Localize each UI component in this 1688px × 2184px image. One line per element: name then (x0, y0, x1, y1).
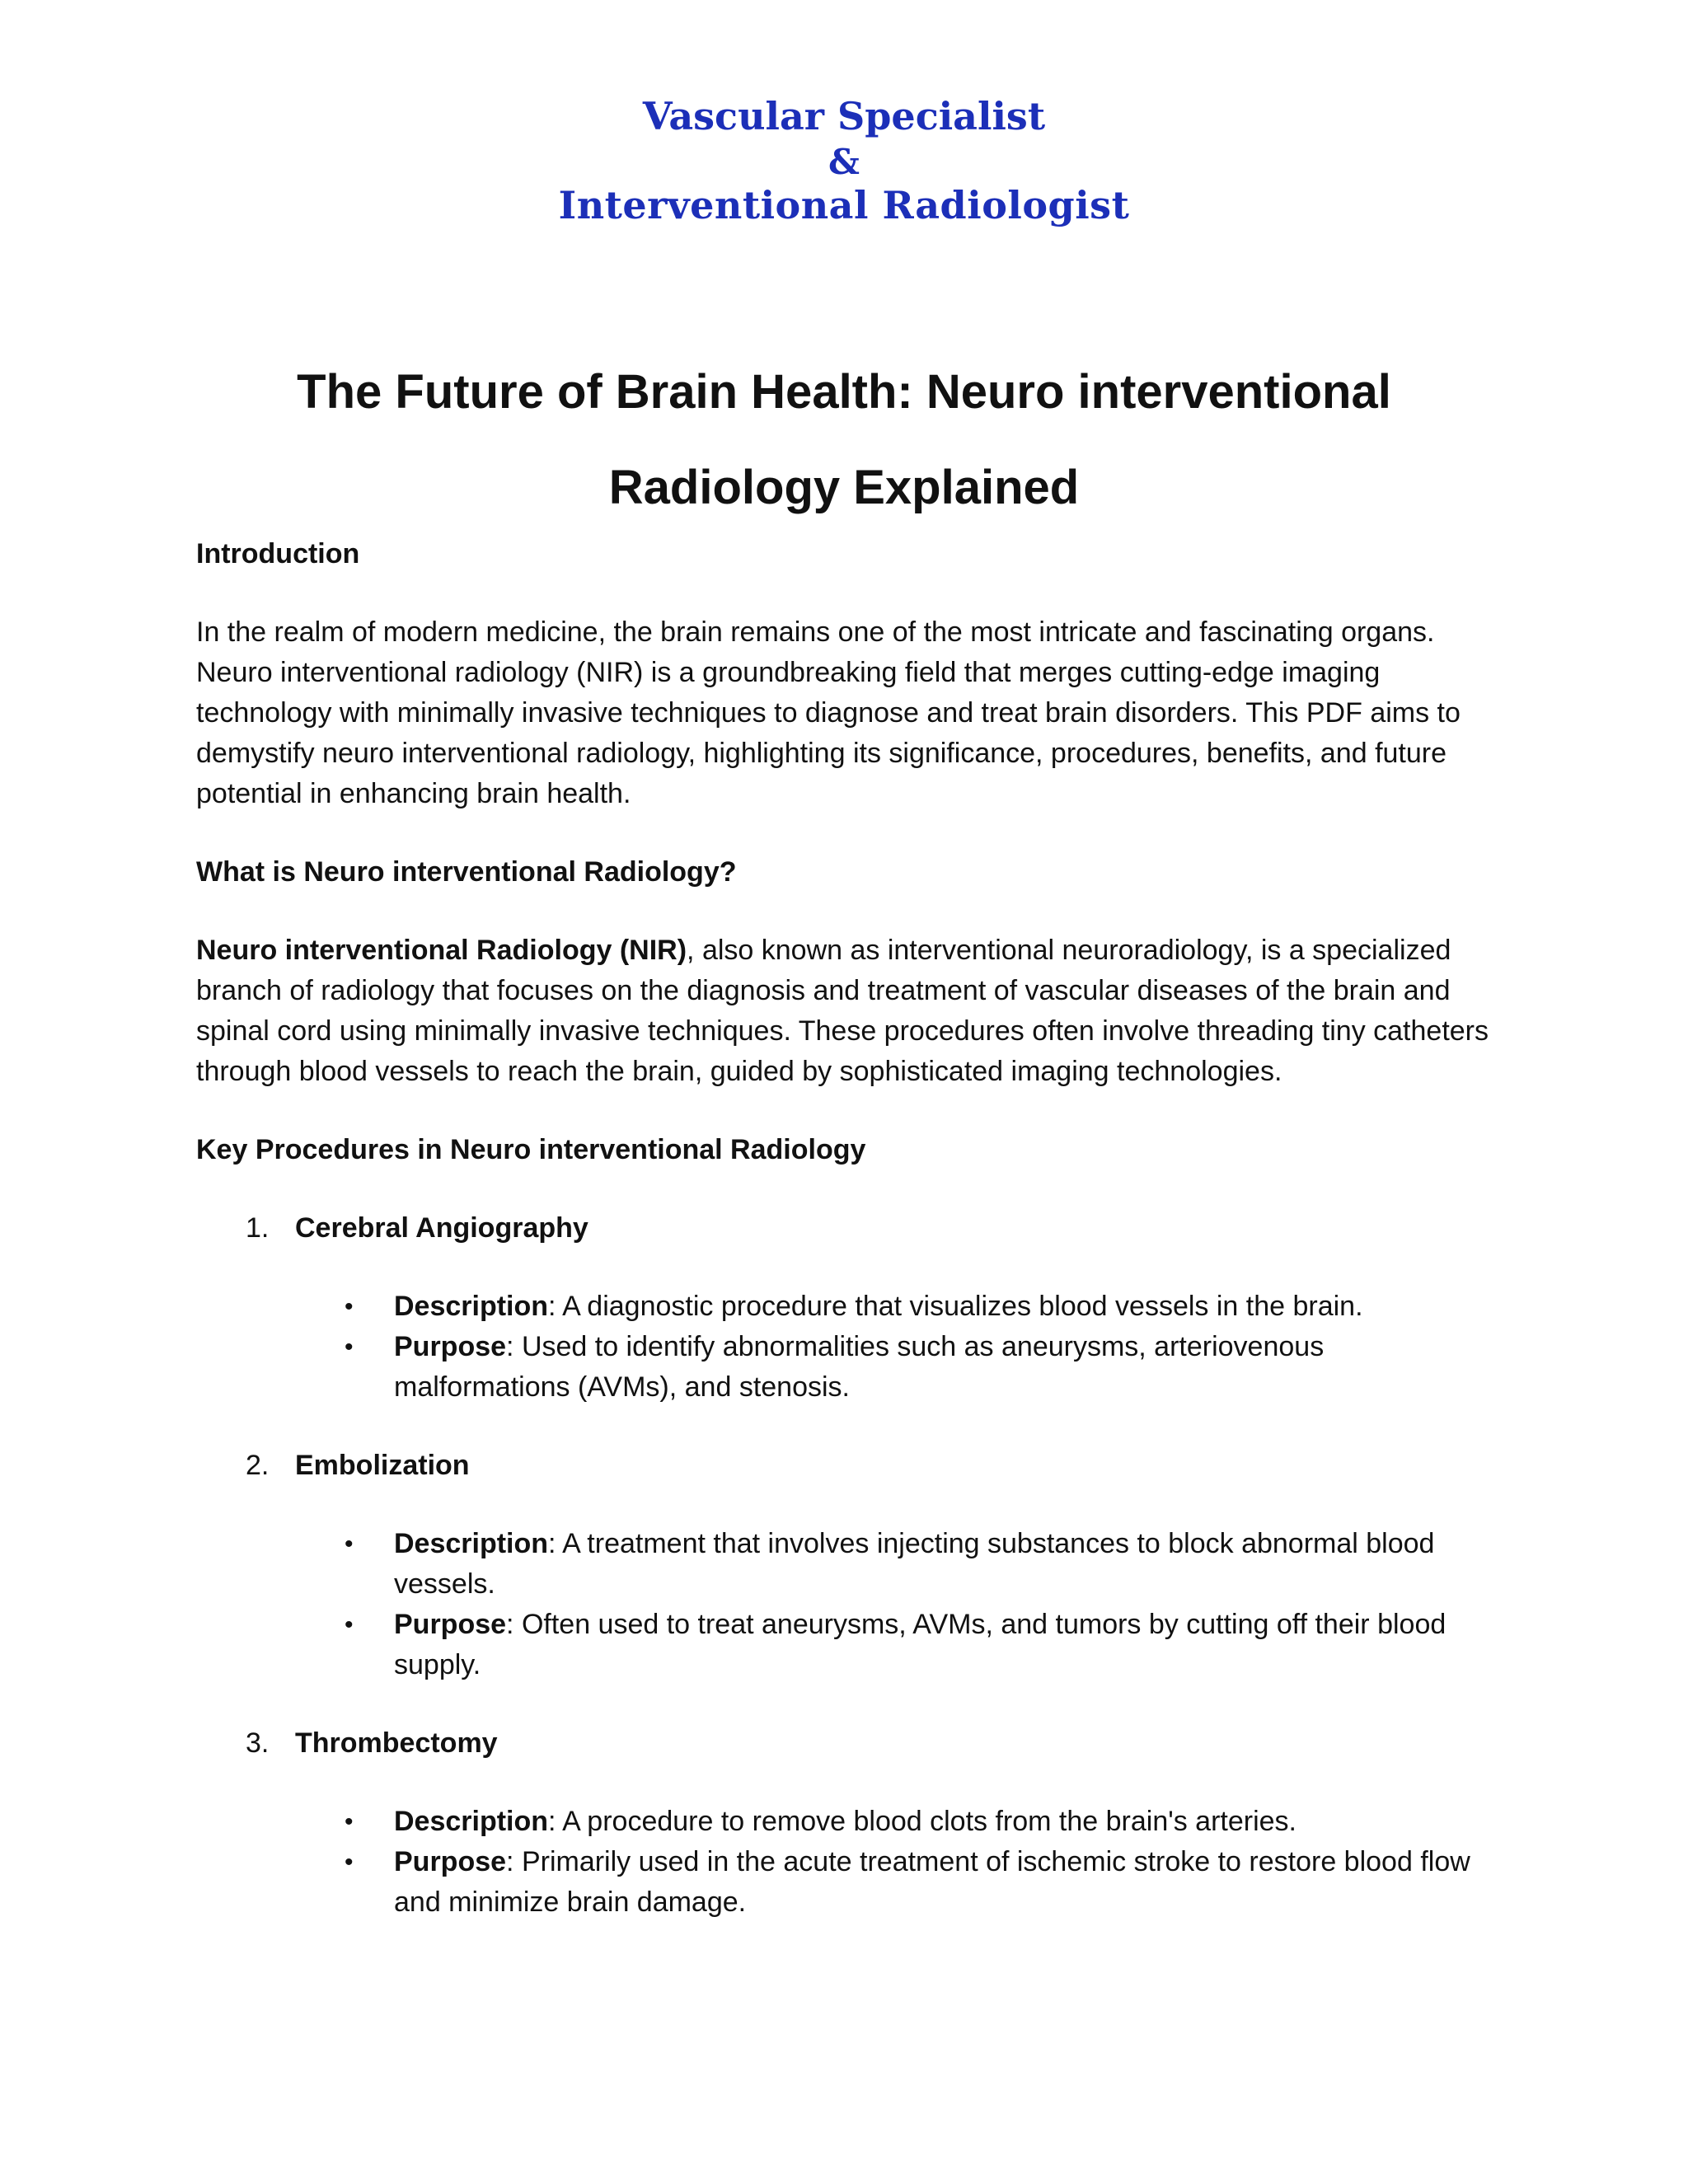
procedure-item (196, 1723, 1498, 1923)
procedure-details (295, 1802, 1498, 1923)
procedure-details (295, 1524, 1498, 1685)
procedure-item (196, 1446, 1498, 1685)
description-text: : A diagnostic procedure that visualizes blood vessels in the brain. (548, 1291, 1363, 1322)
logo-line-3: Interventional Radiologist (558, 183, 1130, 227)
purpose-text: : Often used to treat aneurysms, AVMs, and tumors by cutting off their blood supply. (394, 1609, 1447, 1680)
description-label: Description (394, 1806, 549, 1837)
procedure-title: Embolization (295, 1450, 470, 1481)
procedure-title: Cerebral Angiography (295, 1212, 588, 1244)
bullet-icon: • (345, 1293, 354, 1320)
bullet-icon: • (345, 1611, 354, 1638)
procedure-number: 3. (246, 1727, 270, 1759)
description-text: : A procedure to remove blood clots from the brain's arteries. (548, 1806, 1296, 1837)
procedures-list (196, 1208, 1498, 1923)
bullet-icon: • (345, 1333, 354, 1361)
logo-line-2: & (828, 142, 860, 182)
key-procedures-heading: Key Procedures in Neuro interventional Radiology (196, 1134, 866, 1165)
logo-line-1: Vascular Specialist (642, 94, 1046, 138)
what-is-heading: What is Neuro interventional Radiology? (196, 856, 737, 888)
bullet-icon: • (345, 1849, 354, 1876)
description-label: Description (394, 1528, 549, 1559)
description-item (295, 1802, 1498, 1842)
document-title (196, 344, 1492, 536)
document-body (196, 534, 1498, 1961)
purpose-item (295, 1605, 1498, 1685)
what-is-text: , also known as interventional neuroradiology, is a specialized branch of radiology that focuses on the diagnosis and treatment of vascular diseases of the brain and spinal cord using minimally invasive techniques. These procedures often involve threading tiny catheters through blood vessels to reach the brain, guided by sophisticated imaging technologies. (196, 935, 1489, 1087)
procedure-number: 1. (246, 1212, 270, 1244)
procedure-item (196, 1208, 1498, 1408)
description-item (295, 1286, 1498, 1327)
intro-heading: Introduction (196, 538, 360, 569)
purpose-text: : Primarily used in the acute treatment of ischemic stroke to restore blood flow and minimize brain damage. (394, 1846, 1470, 1918)
purpose-label: Purpose (394, 1331, 507, 1362)
purpose-text: : Used to identify abnormalities such as aneurysms, arteriovenous malformations (AVMs), and stenosis. (394, 1331, 1325, 1403)
purpose-item (295, 1327, 1498, 1408)
letterhead-logo (0, 94, 1688, 234)
bullet-icon: • (345, 1530, 354, 1558)
description-text: : A treatment that involves injecting substances to block abnormal blood vessels. (394, 1528, 1435, 1600)
procedure-details (295, 1286, 1498, 1408)
title-line-2: Radiology Explained (608, 461, 1080, 514)
description-label: Description (394, 1291, 549, 1322)
title-line-1: The Future of Brain Health: Neuro interventional (297, 365, 1391, 419)
intro-paragraph: In the realm of modern medicine, the brain remains one of the most intricate and fascinating organs. Neuro interventional radiology (NIR) is a groundbreaking field that merges cutting-edge imaging technology with minimally invasive techniques to diagnose and treat brain disorders. This PDF aims to demystify neuro interventional radiology, highlighting its significance, procedures, benefits, and future potential in enhancing brain health. (196, 616, 1461, 809)
procedure-number: 2. (246, 1450, 270, 1481)
purpose-label: Purpose (394, 1846, 507, 1877)
nir-term: Neuro interventional Radiology (NIR) (196, 935, 687, 966)
purpose-label: Purpose (394, 1609, 507, 1640)
purpose-item (295, 1842, 1498, 1923)
procedure-title: Thrombectomy (295, 1727, 498, 1759)
description-item (295, 1524, 1498, 1605)
what-is-paragraph (196, 930, 1498, 1092)
bullet-icon: • (345, 1808, 354, 1835)
